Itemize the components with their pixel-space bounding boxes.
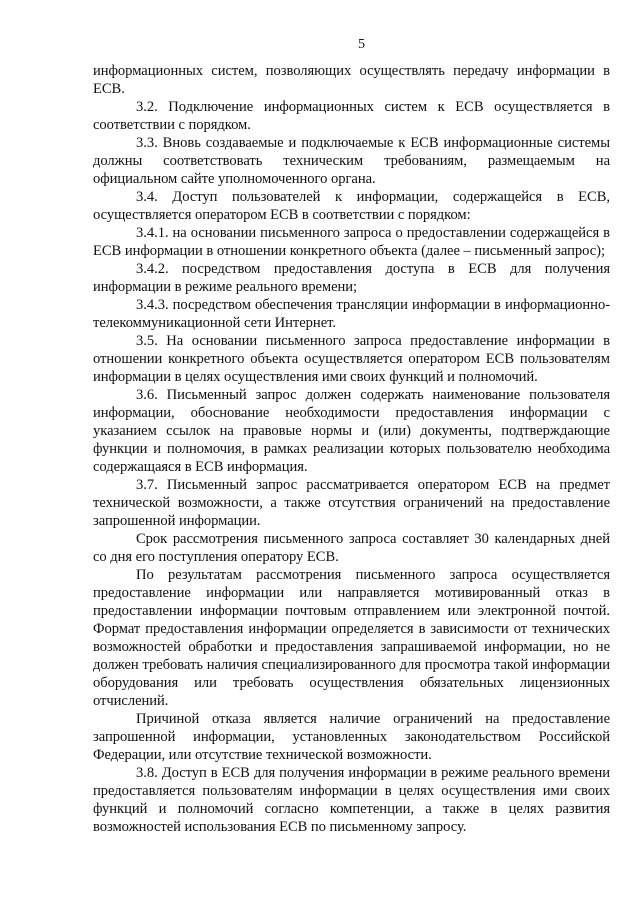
paragraph-review-result: По результатам рассмотрения письменного запроса осуществляется предоставление информации или направляется мотивированный отказ в предоставлении информации почтовым отправлением или электронной почтой. Формат предоставления информации определяется в зависимости от технических возможностей обработки и предоставления запрашиваемой информации, но не должен требовать наличия специализированного для просмотра такой информации оборудования или требовать осуществления обязательных лицензионных отчислений. xyxy=(93,567,610,709)
paragraph-3-4: 3.4. Доступ пользователей к информации, содержащейся в ЕСВ, осуществляется оператором ЕСВ в соответствии с порядком: xyxy=(93,189,610,223)
paragraph-3-5: 3.5. На основании письменного запроса предоставление информации в отношении конкретного объекта осуществляется оператором ЕСВ пользователям информации в целях осуществления ими своих функций и полномочий. xyxy=(93,333,610,385)
paragraph-3-7: 3.7. Письменный запрос рассматривается оператором ЕСВ на предмет технической возможности, а также отсутствия ограничений на предоставление запрошенной информации. xyxy=(93,477,610,529)
paragraph-3-4-2: 3.4.2. посредством предоставления доступа в ЕСВ для получения информации в режиме реального времени; xyxy=(93,261,610,295)
paragraph-3-6: 3.6. Письменный запрос должен содержать наименование пользователя информации, обоснование необходимости предоставления информации с указанием ссылок на правовые нормы и (или) документы, подтверждающие функции и полномочия, в рамках реализации которых пользователю необходима содержащаяся в ЕСВ информация. xyxy=(93,387,610,475)
paragraph-continuation: информационных систем, позволяющих осуществлять передачу информации в ЕСВ. xyxy=(93,63,610,97)
paragraph-refusal-reason: Причиной отказа является наличие ограничений на предоставление запрошенной информации, установленных законодательством Российской Федерации, или отсутствие технической возможности. xyxy=(93,711,610,763)
paragraph-3-3: 3.3. Вновь создаваемые и подключаемые к ЕСВ информационные системы должны соответствовать техническим требованиям, размещаемым на официальном сайте уполномоченного органа. xyxy=(93,135,610,187)
paragraph-3-4-3: 3.4.3. посредством обеспечения трансляции информации в информационно-телекоммуникационной сети Интернет. xyxy=(93,297,610,331)
paragraph-3-4-1: 3.4.1. на основании письменного запроса о предоставлении содержащейся в ЕСВ информации в отношении конкретного объекта (далее – письменный запрос); xyxy=(93,225,610,259)
page-number: 5 xyxy=(358,37,365,52)
paragraph-review-period: Срок рассмотрения письменного запроса составляет 30 календарных дней со дня его поступления оператору ЕСВ. xyxy=(93,531,610,565)
paragraph-3-8: 3.8. Доступ в ЕСВ для получения информации в режиме реального времени предоставляется пользователям информации в целях осуществления ими своих функций и полномочий согласно компетенции, а также в целях развития возможностей использования ЕСВ по письменному запросу. xyxy=(93,765,610,835)
paragraph-3-2: 3.2. Подключение информационных систем к ЕСВ осуществляется в соответствии с порядком. xyxy=(93,99,610,133)
